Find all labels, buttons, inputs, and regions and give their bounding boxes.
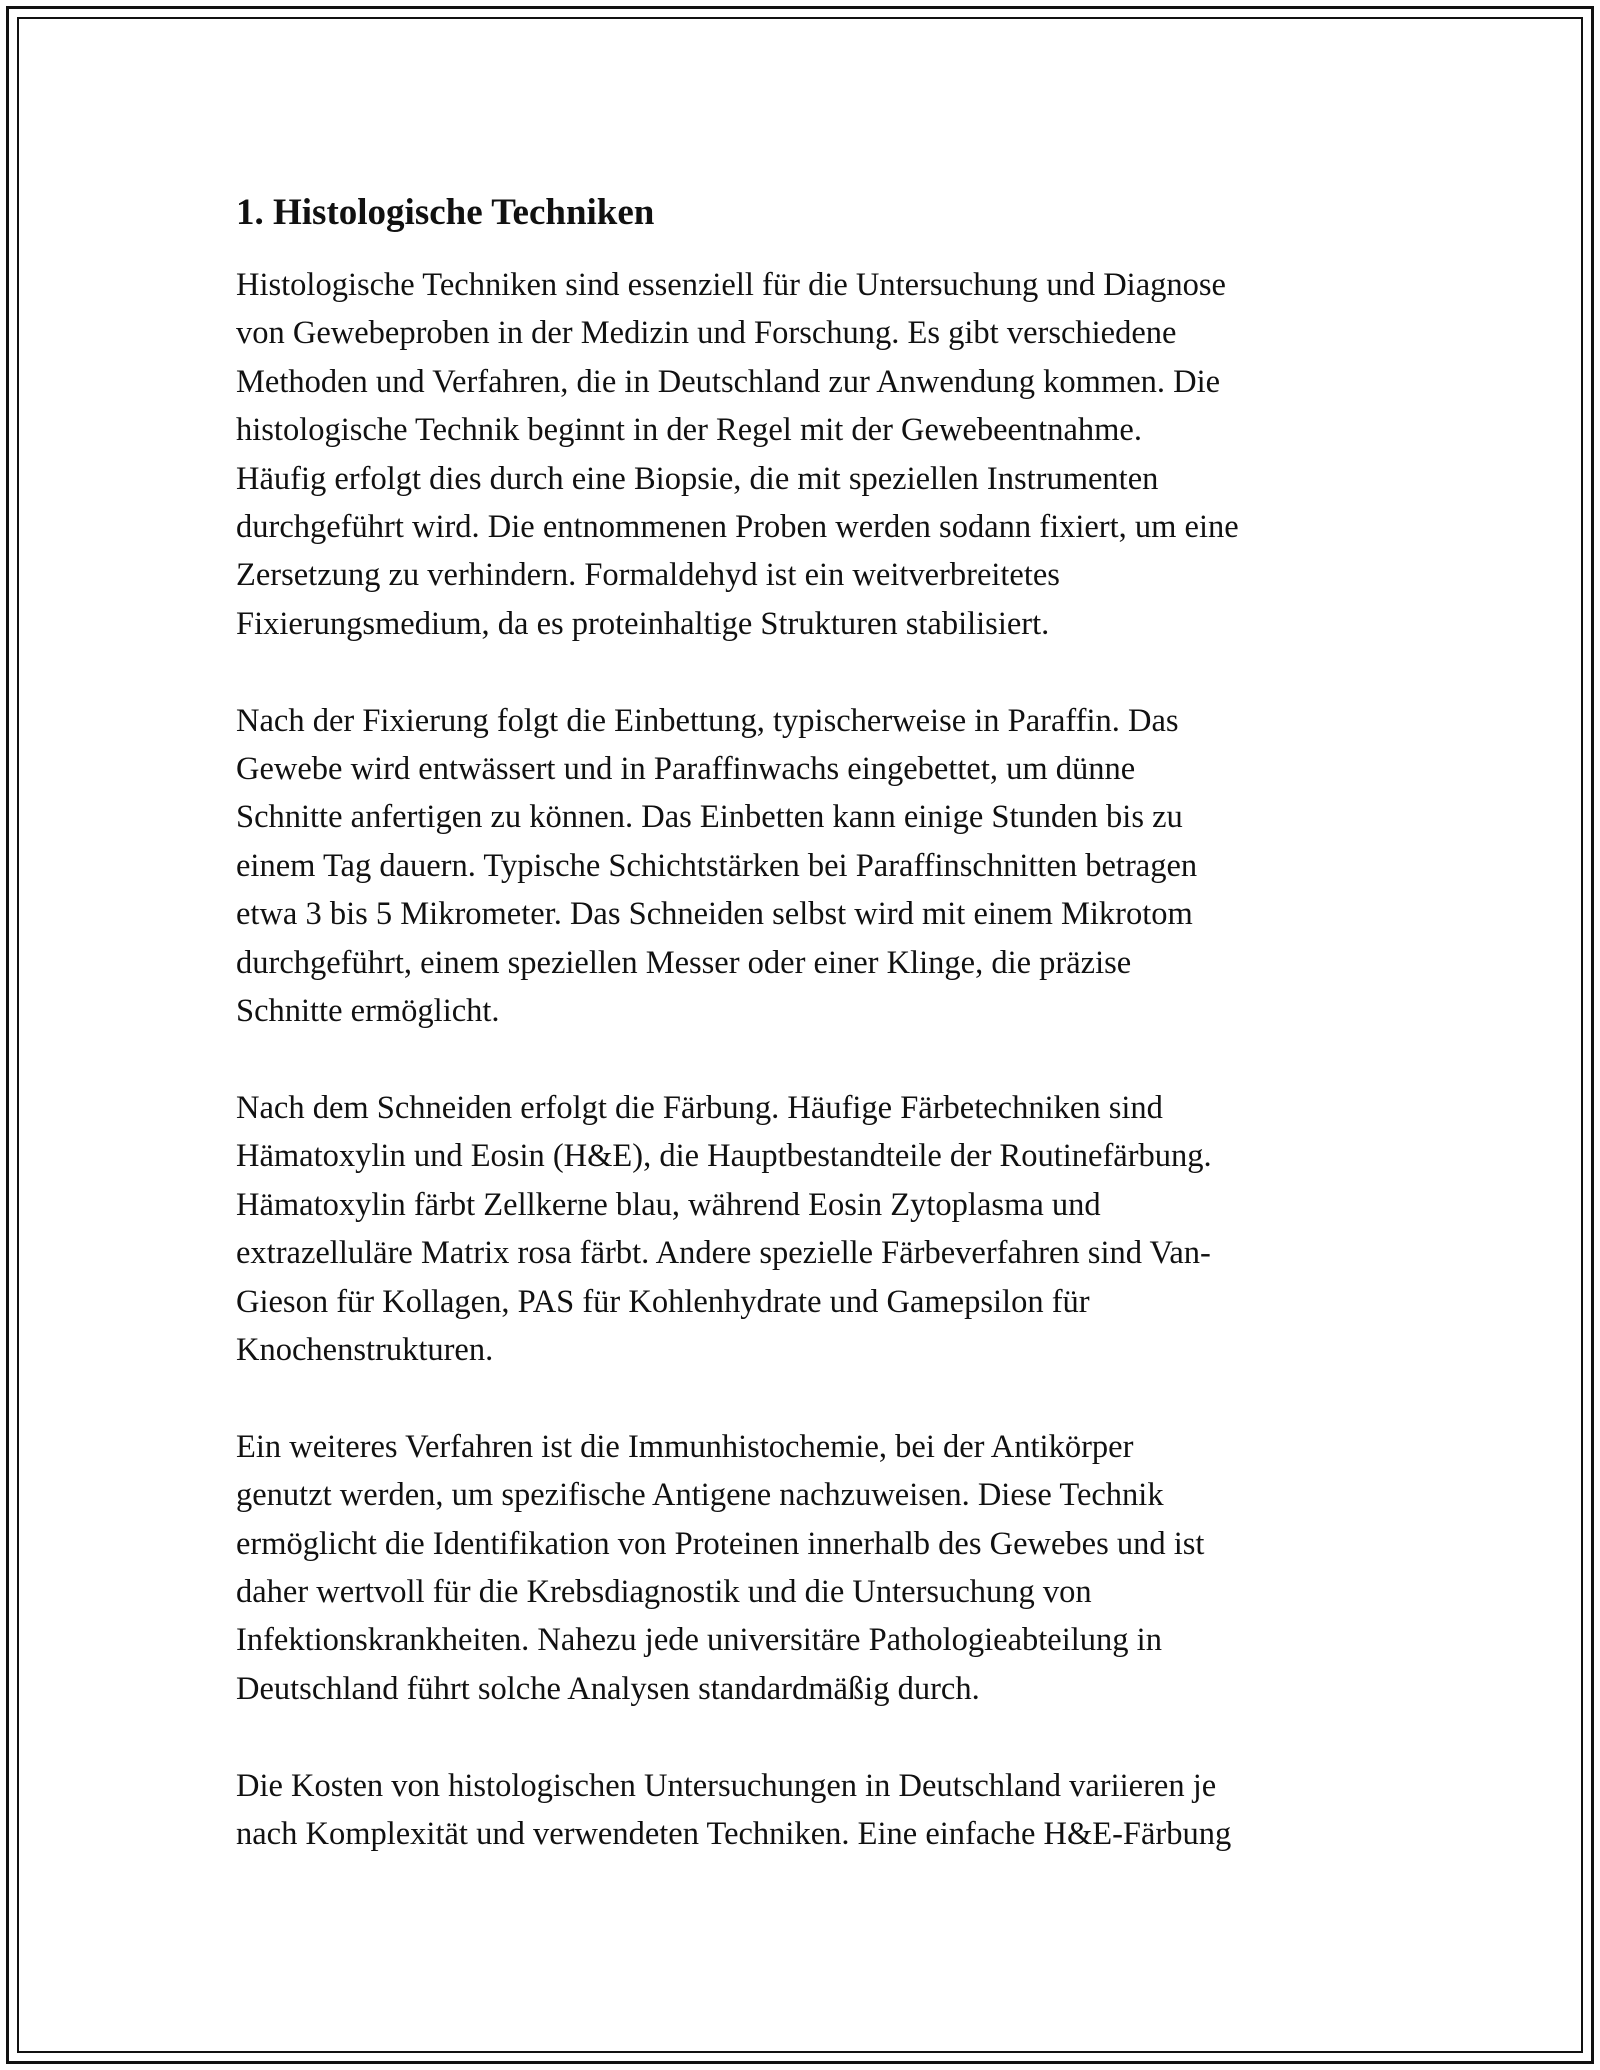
text-line: Histologische Techniken sind essenziell für die Untersuchung und Diagnose: [236, 267, 1226, 303]
text-line: durchgeführt, einem speziellen Messer oder einer Klinge, die präzise: [236, 944, 1132, 981]
text-line: Gieson für Kollagen, PAS für Kohlenhydrate und Gamepsilon für: [236, 1283, 1090, 1320]
text-line: Nach dem Schneiden erfolgt die Färbung. Häufige Färbetechniken sind: [236, 1089, 1163, 1126]
text-line: Häufig erfolgt dies durch eine Biopsie, die mit speziellen Instrumenten: [236, 460, 1159, 497]
text-line: Zersetzung zu verhindern. Formaldehyd ist ein weitverbreitetes: [236, 557, 1060, 594]
paragraph-staining: [236, 1084, 1416, 1374]
text-line: Gewebe wird entwässert und in Paraffinwachs eingebettet, um dünne: [236, 751, 1136, 788]
text-line: Ein weiteres Verfahren ist die Immunhistochemie, bei der Antikörper: [236, 1428, 1134, 1465]
text-line: etwa 3 bis 5 Mikrometer. Das Schneiden selbst wird mit einem Mikrotom: [236, 896, 1193, 933]
document-body: [236, 187, 1416, 1907]
text-line: daher wertvoll für die Krebsdiagnostik und die Untersuchung von: [236, 1573, 1092, 1610]
text-line: Schnitte ermöglicht.: [236, 993, 500, 1030]
text-line: einem Tag dauern. Typische Schichtstärken bei Paraffinschnitten betragen: [236, 847, 1198, 884]
paragraph-costs: [236, 1762, 1416, 1859]
text-line: Infektionskrankheiten. Nahezu jede universitäre Pathologieabteilung in: [236, 1622, 1162, 1659]
text-line: Nach der Fixierung folgt die Einbettung, typischerweise in Paraffin. Das: [236, 702, 1179, 739]
text-line: Schnitte anfertigen zu können. Das Einbetten kann einige Stunden bis zu: [236, 799, 1183, 836]
text-line: Hämatoxylin und Eosin (H&E), die Hauptbestandteile der Routinefärbung.: [236, 1138, 1212, 1175]
text-line: Die Kosten von histologischen Untersuchungen in Deutschland variieren je: [236, 1767, 1217, 1804]
text-line: genutzt werden, um spezifische Antigene nachzuweisen. Diese Technik: [236, 1477, 1164, 1514]
paragraph-embedding: [236, 697, 1416, 1036]
paragraph-immunohistochemistry: [236, 1423, 1416, 1713]
text-line: durchgeführt wird. Die entnommenen Proben werden sodann fixiert, um eine: [236, 509, 1239, 546]
text-line: Methoden und Verfahren, die in Deutschland zur Anwendung kommen. Die: [236, 363, 1221, 400]
text-line: ermöglicht die Identifikation von Proteinen innerhalb des Gewebes und ist: [236, 1525, 1205, 1562]
text-line: Knochenstrukturen.: [236, 1331, 494, 1368]
text-line: Deutschland führt solche Analysen standardmäßig durch.: [236, 1670, 980, 1707]
text-line: von Gewebeproben in der Medizin und Forschung. Es gibt verschiedene: [236, 315, 1177, 352]
section-heading: 1. Histologische Techniken: [236, 192, 655, 233]
text-line: Fixierungsmedium, da es proteinhaltige Strukturen stabilisiert.: [236, 605, 1050, 642]
text-line: Hämatoxylin färbt Zellkerne blau, während Eosin Zytoplasma und: [236, 1186, 1101, 1223]
paragraph-tissue-sampling: [236, 261, 1416, 648]
text-line: extrazelluläre Matrix rosa färbt. Andere spezielle Färbeverfahren sind Van-: [236, 1235, 1211, 1272]
text-line: nach Komplexität und verwendeten Techniken. Eine einfache H&E-Färbung: [236, 1815, 1232, 1852]
text-line: histologische Technik beginnt in der Regel mit der Gewebeentnahme.: [236, 412, 1142, 449]
